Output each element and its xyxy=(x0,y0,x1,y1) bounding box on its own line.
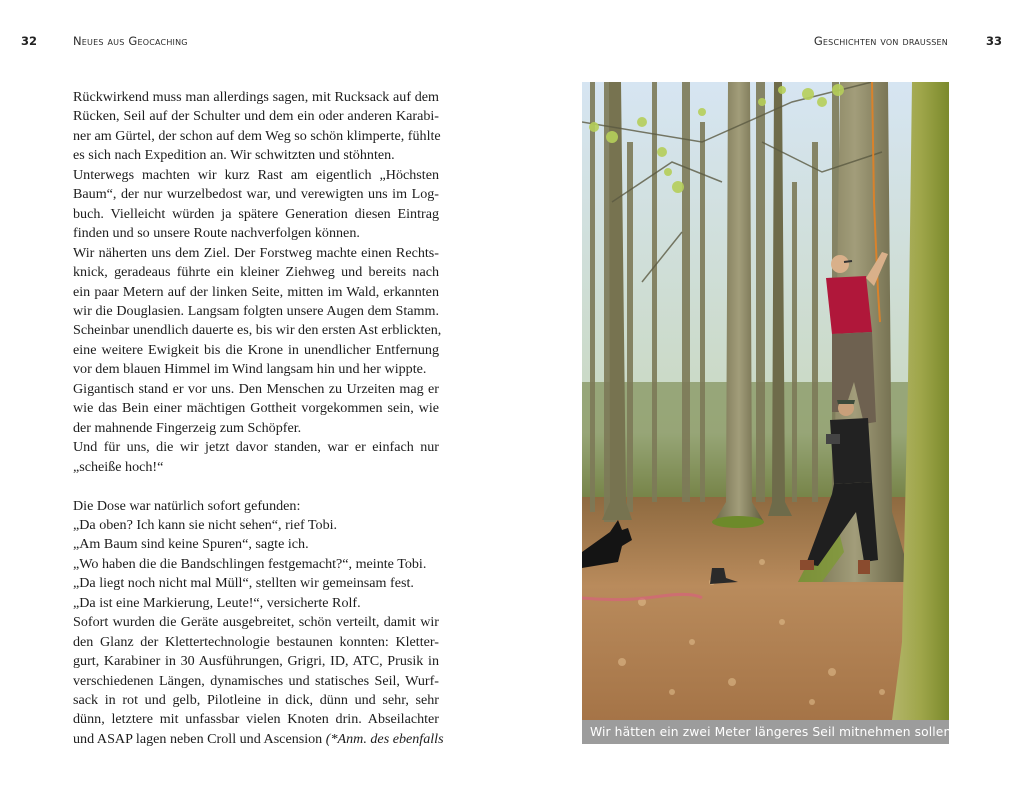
text-line: ein paar Metern auf der linken Seite, mitten im Wald, erkannten xyxy=(73,283,439,300)
text-line: Unterwegs machten wir kurz Rast am eigentlich „Höchsten xyxy=(73,166,439,183)
dialogue-line: „Da ist eine Markierung, Leute!“, versicherte Rolf. xyxy=(73,594,361,611)
text-line: dünn, letztere mit unfassbar vielen Knoten drin. Abseilachter xyxy=(73,711,439,728)
dialogue-line: „Da oben? Ich kann sie nicht sehen“, rief Tobi. xyxy=(73,516,338,533)
text-line: sack in rot und gelb, Pilotleine in dick, dünn und sehr, sehr xyxy=(73,692,439,709)
text-line: Scheinbar unendlich dauerte es, bis wir den ersten Ast erblickten, xyxy=(73,322,442,339)
dialogue-line: „Da liegt noch nicht mal Müll“, stellten wir gemeinsam fest. xyxy=(73,575,414,592)
dialogue-line: „Wo haben die die Bandschlingen festgemacht?“, meinte Tobi. xyxy=(73,555,427,572)
text-line: den Glanz der Klettertechnologie bestaunen konnten: Kletter- xyxy=(73,633,439,650)
text-line: buch. Vielleicht würden ja spätere Generation diesen Eintrag xyxy=(73,205,439,222)
text-line: es sich nach Expedition an. Wir schwitzten und stöhnten. xyxy=(73,147,395,164)
photo-caption: Wir hätten ein zwei Meter längeres Seil mitnehmen sollen! xyxy=(582,720,949,744)
text-line: Rückwirkend muss man allerdings sagen, mit Rucksack auf dem xyxy=(73,89,439,105)
paragraph-gap xyxy=(73,477,439,496)
text-line: verschiedenen Längen, dynamisches und statisches Seil, Wurf- xyxy=(73,672,439,689)
text-span: und ASAP lagen neben Croll und Ascension xyxy=(73,730,326,747)
running-head-left: Neues aus Geocaching xyxy=(73,34,188,48)
photo-illustration xyxy=(582,82,949,720)
text-line: finden und so unsere Route nachverfolgen können. xyxy=(73,225,360,242)
text-line: eine weitere Ewigkeit bis die Krone in unendlicher Entfernung xyxy=(73,341,439,358)
text-line: vor dem blauen Himmel im Wind langsam hin und her wippte. xyxy=(73,361,427,378)
text-line: gurt, Karabiner in 30 Ausführungen, Grigri, ID, ATC, Prusik in xyxy=(73,653,439,670)
text-line: Gigantisch stand er vor uns. Den Menschen zu Urzeiten mag er xyxy=(73,380,439,397)
text-line-final xyxy=(73,730,444,749)
text-line: „scheiße hoch!“ xyxy=(73,458,164,475)
text-line: Baum“, der nur wurzelbedost war, und verewigten uns im Log- xyxy=(73,186,439,203)
running-head-right: Geschichten von draussen xyxy=(813,34,948,48)
text-line: der mahnende Fingerzeig zum Schöpfer. xyxy=(73,419,302,436)
page-number-left: 32 xyxy=(21,34,38,48)
text-line: Sofort wurden die Geräte ausgebreitet, schön verteilt, damit wir xyxy=(73,614,439,631)
forest-climbing-photo xyxy=(582,82,949,720)
dialogue-line: „Am Baum sind keine Spuren“, sagte ich. xyxy=(73,536,309,553)
text-line: wir die Douglasien. Langsam folgten unsere Augen dem Stamm. xyxy=(73,302,439,319)
body-text xyxy=(73,88,444,749)
text-line: Wir näherten uns dem Ziel. Der Forstweg machte einen Rechts- xyxy=(73,244,439,261)
page-number-right: 33 xyxy=(986,34,1003,48)
text-line: Die Dose war natürlich sofort gefunden: xyxy=(73,497,301,514)
text-line: knick, geradeaus führte ein kleiner Ziehweg und bereits nach xyxy=(73,264,439,281)
editor-note-italic: (*Anm. des ebenfalls xyxy=(325,730,444,747)
text-line: Rücken, Seil auf der Schulter und dem ein oder anderen Karabi- xyxy=(73,108,439,125)
text-line: Und für uns, die wir jetzt davor standen, war er einfach nur xyxy=(73,439,439,456)
text-line: ner am Gürtel, der schon auf dem Weg so schön klimperte, fühlte xyxy=(73,127,441,144)
text-line: wie das Bein einer mächtigen Gottheit vorgekommen sein, wie xyxy=(73,400,439,417)
